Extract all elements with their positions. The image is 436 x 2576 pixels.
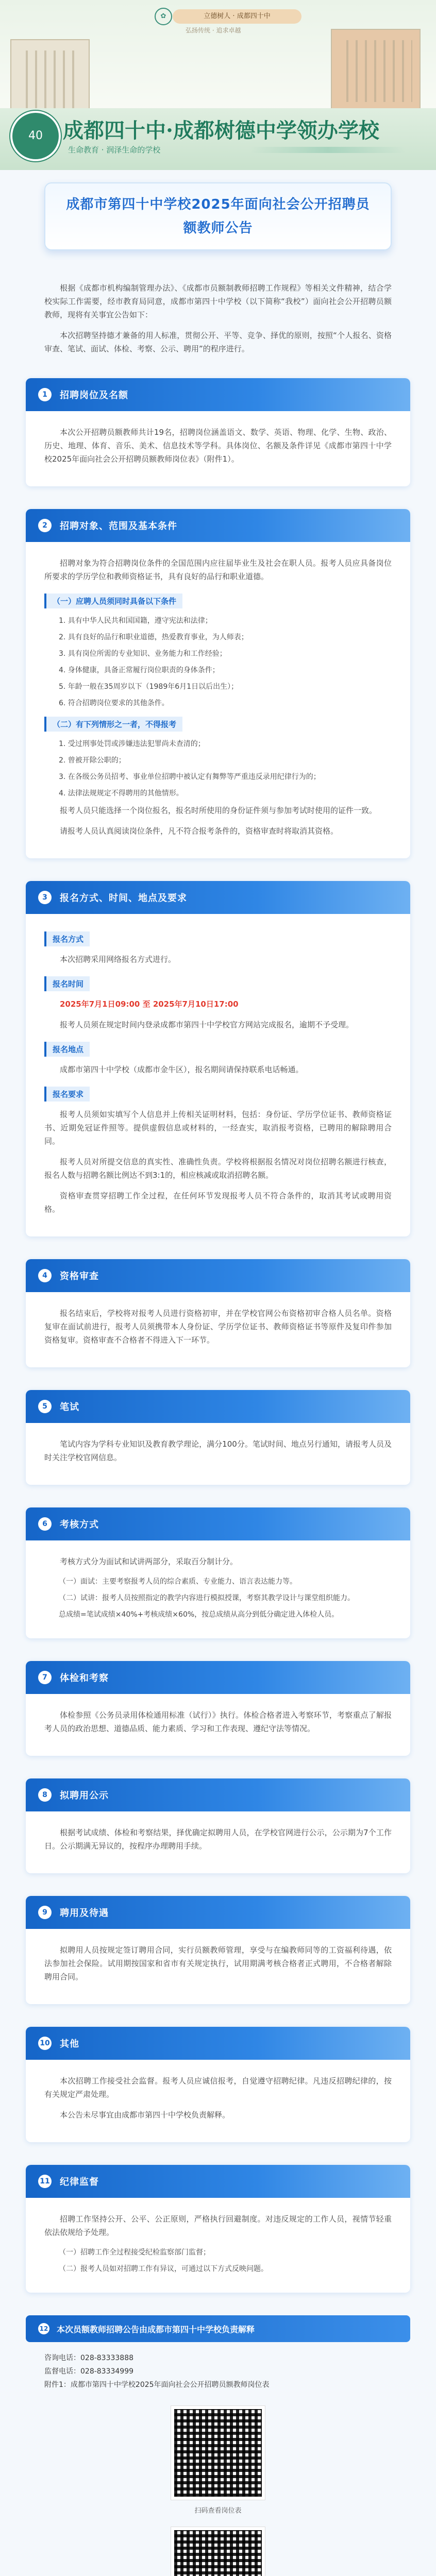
section-number: 12 xyxy=(38,2323,49,2334)
qr-code-image xyxy=(171,2406,265,2500)
section-paragraph: 成都市第四十中学校（成都市金牛区），报名期间请保持联系电话畅通。 xyxy=(60,1065,304,1074)
section-header xyxy=(26,1259,410,1292)
list-item: （二）试讲：报考人员按照指定的教学内容进行模拟授课，考察其教学设计与课堂组织能力。 xyxy=(59,1594,355,1602)
section-positions xyxy=(26,378,410,486)
contact-phone: 咨询电话：028-83333888 xyxy=(44,2354,134,2362)
section-paragraph: 本次招聘采用网络报名方式进行。 xyxy=(60,955,176,964)
section-paragraph: 体检参照《公务员录用体检通用标准（试行）》执行。体检合格者进入考察环节，考察重点了解报考人员的政治思想、道德品质、能力素质、学习和工作表现、遵纪守法等情况。 xyxy=(44,1710,392,1733)
list-item: 5. 年龄一般在35周岁以下（1989年6月1日以后出生）； xyxy=(59,683,239,691)
list-item: （二）报考人员如对招聘工作有异议，可通过以下方式反映问题。 xyxy=(59,2265,268,2273)
sub-heading: 报名地点 xyxy=(44,1042,90,1057)
section-written-exam xyxy=(26,1390,410,1485)
footer-banner-text: 本次员额教师招聘公告由成都市第四十中学校负责解释 xyxy=(57,2324,255,2334)
qr-code-image xyxy=(171,2527,265,2576)
list-item: 4. 身体健康，具备正常履行岗位职责的身体条件； xyxy=(59,666,220,674)
attachment-link[interactable]: 附件1：成都市第四十中学校2025年面向社会公开招聘员额教师岗位表 xyxy=(44,2381,270,2389)
section-title: 考核方式 xyxy=(60,1519,99,1530)
footer-banner xyxy=(26,2315,410,2342)
supervision-phone: 监督电话：028-83334999 xyxy=(44,2367,134,2376)
section-body xyxy=(26,411,410,486)
list-item: 3. 在各级公务员招考、事业单位招聘中被认定有舞弊等严重违反录用纪律行为的； xyxy=(59,773,321,781)
header-banner xyxy=(0,0,436,170)
section-number: 10 xyxy=(38,2037,52,2050)
section-number: 4 xyxy=(38,1269,52,1282)
list-item: 总成绩=笔试成绩×40%+考核成绩×60%，按总成绩从高分到低分确定进入体检人员。 xyxy=(59,1611,339,1619)
section-title: 报名方式、时间、地点及要求 xyxy=(60,893,187,904)
section-title: 招聘岗位及名额 xyxy=(60,390,128,401)
section-body xyxy=(26,1540,410,1638)
section-paragraph: 报考人员对所提交信息的真实性、准确性负责。学校将根据报名情况对岗位招聘名额进行核查，报名人数与招聘名额比例达不到3:1的，相应核减或取消招聘名额。 xyxy=(44,1157,392,1180)
section-paragraph: 本次公开招聘员额教师共计19名，招聘岗位涵盖语文、数学、英语、物理、化学、生物、政治、历史、地理、体育、音乐、美术、信息技术等学科。具体岗位、名额及条件详见《成都市第四十中学校2025年面向社会公开招聘员额教师岗位表》（附件1）。 xyxy=(44,428,392,464)
section-title: 招聘对象、范围及基本条件 xyxy=(60,521,177,532)
school-logo-icon: ✿ xyxy=(155,8,172,25)
section-assessment xyxy=(26,1507,410,1638)
decorative-stroke xyxy=(250,147,405,153)
list-item: 4. 法律法规规定不得聘用的其他情形。 xyxy=(59,789,183,798)
section-paragraph: 报考人员须如实填写个人信息并上传相关证明材料，包括：身份证、学历学位证书、教师资格证书、近期免冠证件照等。提供虚假信息或材料的，一经查实，取消报考资格，已聘用的解除聘用合同。 xyxy=(44,1110,392,1146)
section-body xyxy=(26,1292,410,1367)
list-item: 2. 具有良好的品行和职业道德，热爱教育事业，为人师表； xyxy=(59,633,248,641)
note-paragraph: 报考人员只能选择一个岗位报名，报名时所使用的身份证件须与参加考试时使用的证件一致。 xyxy=(60,806,377,815)
registration-time-highlight: 2025年7月1日09:00 至 2025年7月10日17:00 xyxy=(60,999,239,1009)
section-paragraph: 笔试内容为学科专业知识及教育教学理论，满分100分。笔试时间、地点另行通知，请报考人员及时关注学校官网信息。 xyxy=(44,1439,392,1462)
section-paragraph: 拟聘用人员按规定签订聘用合同，实行员额教师管理，享受与在编教师同等的工资福利待遇，依法参加社会保险。试用期按国家和省市有关规定执行，试用期满考核合格者正式聘用，不合格者解除聘用合同。 xyxy=(44,1945,392,1981)
section-header xyxy=(26,2027,410,2060)
school-tagline: 生命教育 · 润泽生命的学校 xyxy=(68,145,161,155)
section-header xyxy=(26,1778,410,1811)
qr-codes xyxy=(0,2401,436,2576)
section-other xyxy=(26,2027,410,2142)
section-title: 笔试 xyxy=(60,1402,79,1413)
list-item: （一）面试：主要考察报考人员的综合素质、专业能力、语言表达能力等。 xyxy=(59,1578,297,1586)
section-body xyxy=(26,1929,410,2004)
section-title: 体检和考察 xyxy=(60,1673,109,1684)
section-paragraph: 招聘对象为符合招聘岗位条件的全国范围内应往届毕业生及社会在职人员。报考人员应具备岗位所要求的学历学位和教师资格证书，具有良好的品行和职业道德。 xyxy=(44,558,392,581)
section-body xyxy=(26,542,410,858)
section-supervision xyxy=(26,2165,410,2293)
section-paragraph: 本公告未尽事宜由成都市第四十中学校负责解释。 xyxy=(60,2110,230,2120)
sub-heading: （一）应聘人员须同时具备以下条件 xyxy=(44,594,182,608)
list-item: 2. 曾被开除公职的； xyxy=(59,756,126,765)
list-item: 6. 符合招聘岗位要求的其他条件。 xyxy=(59,699,169,707)
announcement-title-box xyxy=(44,182,392,250)
section-number: 7 xyxy=(38,1671,52,1684)
section-title: 资格审查 xyxy=(60,1271,99,1282)
section-body xyxy=(26,1694,410,1756)
list-item: （一）招聘工作全过程接受纪检监察部门监督； xyxy=(59,2248,210,2257)
section-number: 2 xyxy=(38,519,52,532)
section-header xyxy=(26,2165,410,2198)
section-registration xyxy=(26,881,410,1236)
note-paragraph: 请报考人员认真阅读岗位条件，凡不符合报考条件的，资格审查时将取消其资格。 xyxy=(60,826,339,836)
section-paragraph: 考核方式分为面试和试讲两部分，采取百分制计分。 xyxy=(60,1557,238,1566)
section-header xyxy=(26,1896,410,1929)
section-paragraph: 招聘工作坚持公开、公平、公正原则，严格执行回避制度。对违反规定的工作人员，视情节轻重依法依规给予处理。 xyxy=(44,2214,392,2237)
section-number: 9 xyxy=(38,1906,52,1919)
intro xyxy=(44,281,392,355)
school-seal-icon: 40 xyxy=(10,111,61,161)
section-number: 11 xyxy=(38,2175,52,2188)
sub-heading: （二）有下列情形之一者，不得报考 xyxy=(44,717,182,732)
section-number: 8 xyxy=(38,1788,52,1802)
section-title: 聘用及待遇 xyxy=(60,1908,109,1919)
section-number: 6 xyxy=(38,1517,52,1531)
section-title: 纪律监督 xyxy=(60,2177,99,2188)
section-paragraph: 根据考试成绩、体检和考察结果，择优确定拟聘用人员，在学校官网进行公示，公示期为7个工作日。公示期满无异议的，按程序办理聘用手续。 xyxy=(44,1828,392,1851)
section-header xyxy=(26,1661,410,1694)
school-name: 成都四十中·成都树德中学领办学校 xyxy=(63,118,379,143)
section-qualification-review xyxy=(26,1259,410,1367)
sub-heading: 报名要求 xyxy=(44,1087,90,1101)
section-body xyxy=(26,914,410,1236)
section-title: 拟聘用公示 xyxy=(60,1790,109,1801)
section-body xyxy=(26,2060,410,2142)
section-paragraph: 报考人员须在规定时间内登录成都市第四十中学校官方网站完成报名，逾期不予受理。 xyxy=(60,1020,354,1029)
header-motto-sub: 弘扬传统 · 追求卓越 xyxy=(186,27,241,34)
section-header xyxy=(26,378,410,411)
section-title: 其他 xyxy=(60,2039,79,2049)
section-header xyxy=(26,1390,410,1423)
section-employment xyxy=(26,1896,410,2004)
section-header xyxy=(26,881,410,914)
section-body xyxy=(26,1423,410,1485)
list-item: 1. 具有中华人民共和国国籍，遵守宪法和法律； xyxy=(59,617,212,625)
intro-paragraph: 根据《成都市机构编制管理办法》、《成都市员额制教师招聘工作规程》等相关文件精神，结合学校实际工作需要，经市教育局同意，成都市第四十中学校（以下简称“我校”）面向社会公开招聘员额教师，现将有关事宜公告如下： xyxy=(44,283,392,319)
sub-heading: 报名方式 xyxy=(44,931,90,946)
list-item: 3. 具有岗位所需的专业知识、业务能力和工作经验； xyxy=(59,650,227,658)
section-eligibility xyxy=(26,509,410,858)
section-header xyxy=(26,1507,410,1540)
section-number: 5 xyxy=(38,1400,52,1413)
list-item: 1. 受过刑事处罚或涉嫌违法犯罪尚未查清的； xyxy=(59,740,205,748)
qr-caption: 扫码查看岗位表 xyxy=(194,2507,242,2515)
section-publicity xyxy=(26,1778,410,1873)
contact-info xyxy=(44,2351,392,2392)
section-medical-check xyxy=(26,1661,410,1756)
section-body xyxy=(26,2198,410,2293)
section-number: 3 xyxy=(38,891,52,904)
registration-time xyxy=(44,997,392,1011)
section-paragraph: 资格审查贯穿招聘工作全过程，在任何环节发现报考人员不符合条件的，取消其考试或聘用资格。 xyxy=(44,1191,392,1214)
announcement-title: 成都市第四十中学校2025年面向社会公开招聘员额教师公告 xyxy=(66,197,370,236)
section-paragraph: 报名结束后，学校将对报考人员进行资格初审，并在学校官网公布资格初审合格人员名单。资格复审在面试前进行，报考人员须携带本人身份证、学历学位证书、教师资格证书等原件及复印件参加资格复审。资格审查不合格者不得进入下一环节。 xyxy=(44,1309,392,1345)
sub-heading: 报名时间 xyxy=(44,976,90,991)
section-paragraph: 本次招聘工作接受社会监督。报考人员应诚信报考，自觉遵守招聘纪律。凡违反招聘纪律的，按有关规定严肃处理。 xyxy=(44,2076,392,2099)
intro-paragraph: 本次招聘坚持德才兼备的用人标准，贯彻公开、平等、竞争、择优的原则，按照“个人报名、资格审查、笔试、面试、体检、考察、公示、聘用”的程序进行。 xyxy=(44,331,392,353)
header-motto: 立德树人 · 成都四十中 xyxy=(173,9,301,24)
section-body xyxy=(26,1811,410,1873)
section-header xyxy=(26,509,410,542)
section-number: 1 xyxy=(38,388,52,401)
